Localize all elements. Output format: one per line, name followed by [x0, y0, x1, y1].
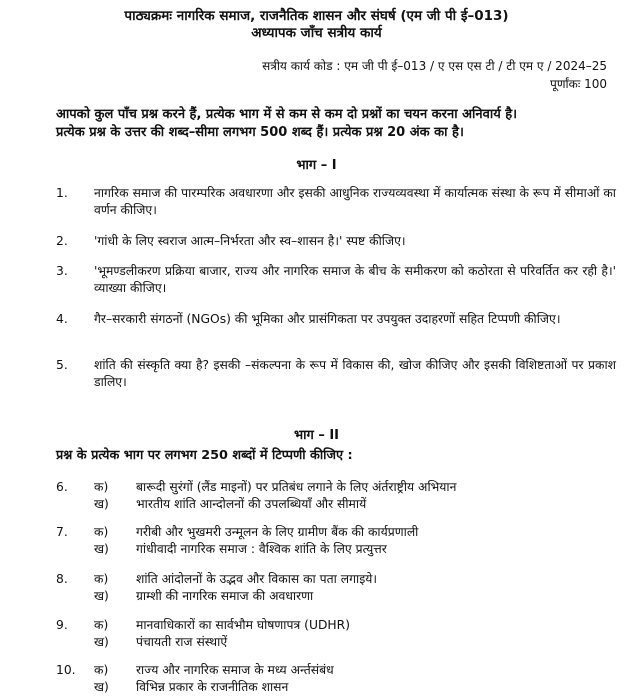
question-number: 4.	[56, 312, 68, 326]
subpart-a-text: शांति आंदोलनों के उद्भव और विकास का पता लगाइये।	[136, 572, 378, 586]
subpart-b-text: विभिन्न प्रकार के राजनीतिक शासन	[136, 680, 289, 694]
question-number: 2.	[56, 234, 68, 248]
subpart-b-label: ख)	[94, 497, 109, 511]
question-3	[56, 263, 616, 297]
question-4	[56, 311, 616, 328]
assignment-code: सत्रीय कार्य कोड : एम जी पी ई–013 / ए एस एस टी / टी एम ए / 2024–25	[262, 59, 607, 73]
subpart-a-label: क)	[94, 663, 109, 677]
subpart-b-text: भारतीय शांति आन्दोलनों की उपलब्धियाँ और सीमायें	[136, 497, 367, 511]
question-number: 8.	[56, 572, 68, 586]
question-2	[56, 233, 616, 250]
part-2-instruction: प्रश्न के प्रत्येक भाग पर लगभग 250 शब्दों में टिप्पणी कीजिए :	[56, 448, 353, 463]
assignment-subtitle: अध्यापक जाँच सत्रीय कार्य	[251, 25, 382, 41]
subpart-b-text: गांधीवादी नागरिक समाज : वैश्विक शांति के लिए प्रत्युत्तर	[136, 542, 387, 556]
subpart-b-label: ख)	[94, 680, 109, 694]
instruction-line-2: प्रत्येक प्रश्न के उत्तर की शब्द–सीमा लगभग 500 शब्द हैं। प्रत्येक प्रश्न 20 अंक का है।	[56, 125, 464, 140]
question-number: 10.	[56, 663, 76, 677]
question-text: गैर–सरकारी संगठनों (NGOs) की भूमिका और प्रासंगिकता पर उपयुक्त उदाहरणों सहित टिप्पणी कीजिए।	[94, 312, 561, 326]
question-text: 'गांधी के लिए स्वराज आत्म–निर्भरता और स्व–शासन है।' स्पष्ट कीजिए।	[94, 234, 406, 248]
max-marks: पूर्णांकः 100	[550, 77, 607, 91]
subpart-a-label: क)	[94, 480, 109, 494]
question-5	[56, 357, 616, 391]
question-1	[56, 185, 616, 219]
part-2-heading: भाग – II	[293, 428, 340, 443]
instruction-line-1: आपको कुल पाँच प्रश्न करने हैं, प्रत्येक भाग में से कम से कम दो प्रश्नों का चयन करना अनिवार्य है।	[56, 107, 518, 122]
subpart-a-text: मानवाधिकारों का सार्वभौम घोषणापत्र (UDHR)	[136, 618, 351, 632]
course-title: पाठ्यक्रमः नागरिक समाज, राजनैतिक शासन और संघर्ष (एम जी पी ई–013)	[124, 8, 509, 24]
part-1-heading: भाग – I	[296, 158, 337, 173]
subpart-a-text: गरीबी और भुखमरी उन्मूलन के लिए ग्रामीण बैंक की कार्यप्रणाली	[136, 525, 419, 539]
subpart-a-text: बारूदी सुरंगों (लैंड माइनों) पर प्रतिबंध लगाने के लिए अंर्तराष्ट्रीय अभियान	[136, 480, 457, 494]
subpart-a-label: क)	[94, 572, 109, 586]
question-text: 'भूमण्डलीकरण प्रक्रिया बाजार, राज्य और नागरिक समाज के बीच के समीकरण को कठोरता से परिवर्तित कर रही है।' व्याख्या कीजिए।	[94, 264, 616, 295]
subpart-a-label: क)	[94, 525, 109, 539]
subpart-b-label: ख)	[94, 635, 109, 649]
question-number: 1.	[56, 186, 68, 200]
subpart-b-text: पंचायती राज संस्थाऐं	[136, 635, 228, 649]
question-number: 7.	[56, 525, 68, 539]
question-number: 3.	[56, 264, 68, 278]
question-number: 6.	[56, 480, 68, 494]
subpart-a-label: क)	[94, 618, 109, 632]
question-number: 9.	[56, 618, 68, 632]
subpart-b-text: ग्राम्शी की नागरिक समाज की अवधारणा	[136, 589, 314, 603]
question-text: नागरिक समाज की पारम्परिक अवधारणा और इसकी आधुनिक राज्यव्यवस्था में कार्यात्मक संस्था के रूप में सीमाओं का वर्णन कीजिए।	[94, 186, 616, 217]
question-text: शांति की संस्कृति क्या है? इसकी –संकल्पना के रूप में विकास की, खोज कीजिए और इसकी विशिष्टताओं पर प्रकाश डालिए।	[94, 358, 616, 389]
subpart-b-label: ख)	[94, 589, 109, 603]
question-number: 5.	[56, 358, 68, 372]
subpart-b-label: ख)	[94, 542, 109, 556]
subpart-a-text: राज्य और नागरिक समाज के मध्य अर्न्तसंबंध	[136, 663, 334, 677]
